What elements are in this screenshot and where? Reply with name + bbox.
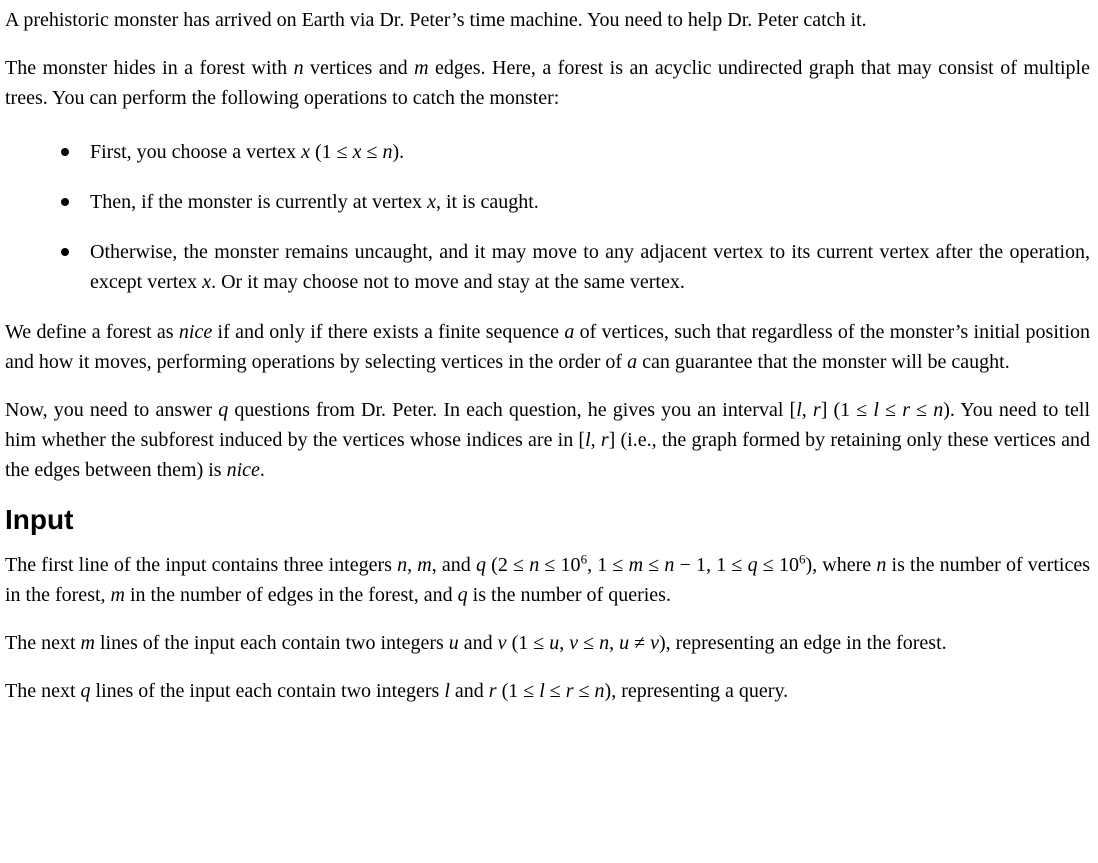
bullet-icon — [61, 148, 69, 156]
paragraph-input-edges: The next m lines of the input each contain two integers u and v (1 ≤ u, v ≤ n, u ≠ v), representing an edge in the forest. — [5, 632, 947, 654]
paragraph-intro: A prehistoric monster has arrived on Earth via Dr. Peter’s time machine. You need to help Dr. Peter catch it. — [5, 9, 867, 31]
list-item-text: Otherwise, the monster remains uncaught, and it may move to any adjacent vertex to its current vertex after the operation, except vertex x. Or it may choose not to move and stay at the same vertex. — [90, 241, 1090, 293]
paragraph-input-queries: The next q lines of the input each contain two integers l and r (1 ≤ l ≤ r ≤ n), representing a query. — [5, 680, 789, 702]
input-section-heading: Input — [5, 504, 74, 535]
paragraph-nice-definition: We define a forest as nice if and only if there exists a finite sequence a of vertices, such that regardless of the monster’s initial position and how it moves, performing operations by selecting vertices in the order of a can guarantee that the monster will be caught. — [5, 321, 1091, 373]
paragraph-forest-definition: The monster hides in a forest with n vertices and m edges. Here, a forest is an acyclic undirected graph that may consist of multiple trees. You can perform the following operations to catch the monster: — [5, 57, 1090, 109]
operations-list — [5, 137, 1090, 297]
paragraph-input-first-line: The first line of the input contains three integers n, m, and q ($2 \le n \le 10^6$, 1 ≤ m ≤ n − 1, $1 \le q \le 10^6$), where n is the number of vertices in the forest, m in the number of edges in the forest, and q is the number of queries. — [5, 551, 1090, 606]
list-item-choose-vertex — [5, 137, 1090, 167]
list-item-monster-caught — [5, 187, 1090, 217]
list-item-monster-moves — [5, 237, 1090, 297]
bullet-icon — [61, 198, 69, 206]
list-item-text: First, you choose a vertex x (1 ≤ x ≤ n). — [90, 141, 405, 163]
list-item-text: Then, if the monster is currently at vertex x, it is caught. — [90, 191, 539, 213]
paragraph-queries-description: Now, you need to answer q questions from Dr. Peter. In each question, he gives you an interval [l, r] (1 ≤ l ≤ r ≤ n). You need to tell him whether the subforest induced by the vertices whose indices are in [l, r] (i.e., the graph formed by retaining only these vertices and the edges between them) is nice. — [5, 399, 1091, 481]
bullet-icon — [61, 248, 69, 256]
